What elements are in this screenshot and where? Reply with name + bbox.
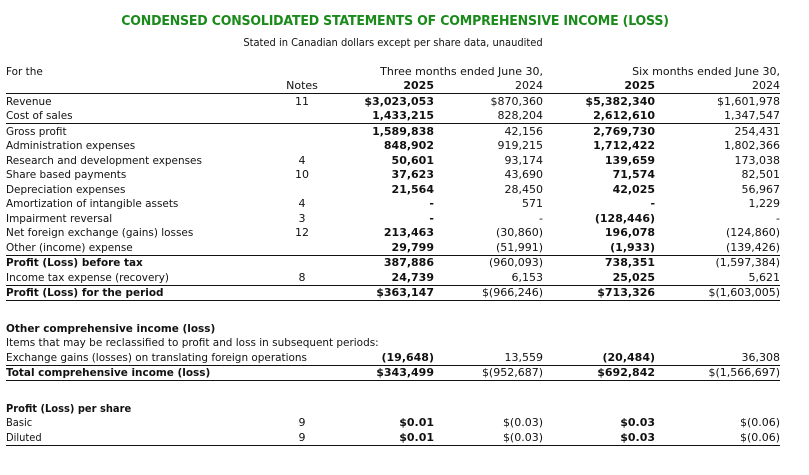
value-3m-2024: $(952,687) [434, 365, 543, 381]
value-3m-2025: - [429, 197, 434, 210]
value-3m-2025: 21,564 [391, 182, 434, 196]
value-6m-2024: (124,860) [725, 226, 781, 239]
value-3m-2024: 43,690 [504, 168, 544, 181]
value-6m-2025: 2,612,610 [543, 109, 655, 124]
eps-row [6, 430, 780, 445]
value-6m-2025: 139,659 [604, 153, 656, 167]
value-3m-2024: (51,991) [434, 240, 543, 255]
value-6m-2024: 82,501 [741, 168, 781, 181]
oci-heading-row [6, 321, 780, 336]
value-3m-2025: 387,886 [383, 256, 434, 269]
table-row [6, 94, 780, 109]
row-notes [276, 285, 328, 301]
three-months-header: Three months ended June 30, [380, 64, 544, 78]
six-months-header: Six months ended June 30, [632, 64, 781, 78]
value-3m-2024: 919,215 [497, 139, 544, 152]
table-row [6, 255, 780, 270]
value-6m-2024: 1,229 [748, 197, 781, 210]
value-3m-2025: $363,147 [328, 285, 434, 301]
value-3m-2024: $(966,246) [434, 285, 543, 301]
row-notes: 8 [276, 270, 328, 285]
value-3m-2025: 1,589,838 [372, 124, 434, 138]
value-6m-2025: 1,712,422 [593, 139, 656, 152]
value-3m-2024: $(0.03) [434, 430, 543, 445]
value-6m-2024: 56,967 [741, 182, 781, 196]
row-label: Profit (Loss) for the period [6, 285, 263, 301]
value-3m-2025: $0.01 [399, 416, 434, 429]
row-label: Cost of sales [6, 109, 263, 124]
value-6m-2024: 254,431 [734, 124, 781, 138]
row-notes: 12 [295, 226, 309, 239]
row-label: Amortization of intangible assets [6, 197, 179, 210]
row-label: Profit (Loss) before tax [6, 256, 143, 269]
value-3m-2024: 28,450 [504, 182, 544, 196]
row-label: Net foreign exchange (gains) losses [6, 226, 194, 239]
eps-heading-row [6, 401, 780, 416]
value-6m-2024: (139,426) [655, 240, 780, 255]
value-3m-2025: - [429, 211, 434, 225]
value-6m-2025: (20,484) [543, 350, 655, 365]
row-notes [276, 255, 328, 270]
value-6m-2024: 1,802,366 [724, 139, 781, 152]
row-notes: 9 [298, 416, 306, 429]
value-3m-2024: (960,093) [488, 256, 544, 269]
value-3m-2024: $(0.03) [502, 416, 544, 429]
value-3m-2025: 1,433,215 [328, 109, 434, 124]
row-notes: 3 [298, 211, 306, 225]
value-6m-2025: (128,446) [594, 211, 656, 225]
row-notes: 11 [295, 94, 309, 108]
row-label: Administration expenses [6, 139, 136, 152]
table-row [6, 270, 780, 285]
row-notes [276, 240, 328, 255]
year-header-6m-2024: 2024 [655, 79, 780, 94]
value-6m-2025: 2,769,730 [593, 124, 656, 138]
row-label: Research and development expenses [6, 153, 202, 167]
year-header-3m-2025: 2025 [328, 79, 434, 94]
year-header-6m-2025: 2025 [543, 79, 655, 94]
notes-header: Notes [276, 79, 328, 94]
value-6m-2025: $0.03 [543, 430, 655, 445]
value-3m-2025: $3,023,053 [364, 94, 434, 108]
value-3m-2024: 13,559 [434, 350, 543, 365]
year-header-row [6, 79, 780, 94]
statement-title: CONDENSED CONSOLIDATED STATEMENTS OF COMPREHENSIVE INCOME (LOSS) [121, 13, 669, 29]
value-3m-2024: $870,360 [490, 94, 544, 108]
income-statement-table [6, 64, 780, 446]
row-label: Impairment reversal [6, 211, 113, 225]
value-3m-2025: 213,463 [383, 226, 434, 239]
eps-row [6, 416, 780, 431]
value-3m-2025: (19,648) [328, 350, 434, 365]
value-3m-2024: (30,860) [495, 226, 544, 239]
table-row [6, 240, 780, 255]
value-6m-2024: $(0.06) [655, 430, 780, 445]
value-3m-2024: 571 [522, 197, 544, 210]
value-3m-2025: $343,499 [328, 365, 434, 381]
row-label: Diluted [6, 430, 249, 445]
table-row [6, 139, 780, 154]
table-row [6, 285, 780, 301]
row-label: Revenue [6, 94, 52, 108]
value-3m-2024: 828,204 [434, 109, 543, 124]
eps-heading: Profit (Loss) per share [6, 401, 132, 415]
value-6m-2025: $713,326 [543, 285, 655, 301]
value-6m-2024: 173,038 [734, 153, 781, 167]
oci-total-row [6, 365, 780, 381]
table-row [6, 211, 780, 226]
value-6m-2025: $692,842 [543, 365, 655, 381]
row-notes: 4 [298, 153, 306, 167]
row-label: Share based payments [6, 168, 127, 181]
table-row [6, 197, 780, 212]
row-notes: 9 [276, 430, 328, 445]
value-6m-2025: 738,351 [604, 256, 656, 269]
oci-heading: Other comprehensive income (loss) [6, 321, 216, 335]
table-row [6, 109, 780, 124]
value-6m-2024: 5,621 [655, 270, 780, 285]
row-label: Depreciation expenses [6, 182, 126, 196]
oci-exchange-row [6, 350, 780, 365]
value-6m-2025: 71,574 [612, 168, 656, 181]
for-the-label: For the [6, 64, 43, 78]
table-row [6, 226, 780, 241]
value-3m-2025: 848,902 [383, 139, 434, 152]
table-row [6, 124, 780, 139]
value-3m-2024: 6,153 [434, 270, 543, 285]
value-3m-2025: 37,623 [391, 168, 434, 181]
value-3m-2025: 50,601 [391, 153, 434, 167]
table-row [6, 168, 780, 183]
row-notes [276, 139, 328, 154]
row-notes: 4 [298, 197, 306, 210]
row-label: Gross profit [6, 124, 67, 138]
row-label: Basic [6, 416, 33, 429]
row-notes [276, 124, 328, 139]
row-label: Exchange gains (losses) on translating foreign operations [6, 350, 308, 364]
table-row [6, 182, 780, 197]
oci-items-row [6, 336, 780, 351]
value-3m-2024: 42,156 [504, 124, 544, 138]
value-6m-2025: - [650, 197, 656, 210]
row-label: Other (income) expense [6, 240, 263, 255]
row-label: Total comprehensive income (loss) [6, 365, 263, 381]
value-3m-2025: 29,799 [328, 240, 434, 255]
value-6m-2024: 36,308 [655, 350, 780, 365]
value-3m-2025: $0.01 [328, 430, 434, 445]
row-notes [276, 109, 328, 124]
value-6m-2024: - [776, 211, 781, 225]
value-6m-2024: $(0.06) [739, 416, 781, 429]
value-3m-2024: 93,174 [504, 153, 544, 167]
value-6m-2025: 42,025 [612, 182, 656, 196]
row-label: Income tax expense (recovery) [6, 270, 263, 285]
value-6m-2024: (1,597,384) [715, 256, 781, 269]
value-6m-2025: 196,078 [604, 226, 656, 239]
table-row [6, 153, 780, 168]
value-6m-2025: $5,382,340 [585, 94, 656, 108]
value-6m-2024: $1,601,978 [717, 94, 781, 108]
value-3m-2025: 24,739 [328, 270, 434, 285]
row-notes: 10 [295, 168, 309, 181]
value-6m-2024: 1,347,547 [655, 109, 780, 124]
value-6m-2024: $(1,566,697) [655, 365, 780, 381]
statement-subtitle: Stated in Canadian dollars except per share data, unaudited [243, 36, 543, 49]
value-6m-2025: 25,025 [543, 270, 655, 285]
value-3m-2024: - [539, 211, 544, 225]
row-notes [276, 182, 328, 197]
year-header-3m-2024: 2024 [434, 79, 543, 94]
value-6m-2024: $(1,603,005) [655, 285, 780, 301]
oci-items-label: Items that may be reclassified to profit and loss in subsequent periods: [6, 336, 379, 349]
value-6m-2025: $0.03 [620, 416, 656, 429]
period-header-row [6, 64, 780, 79]
value-6m-2025: (1,933) [543, 240, 655, 255]
